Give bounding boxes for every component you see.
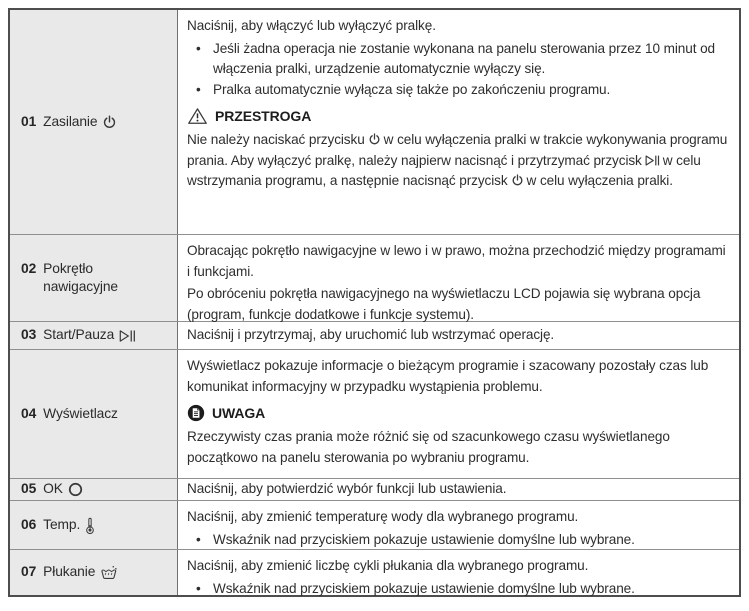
bullet-item: • Wskaźnik nad przyciskiem pokazuje ustawienie domyślne lub wybrane. xyxy=(187,579,729,600)
bullet-list xyxy=(187,39,729,101)
control-name: OK xyxy=(43,481,63,497)
control-label xyxy=(21,260,171,297)
bullet-list xyxy=(187,579,729,600)
bullet-item: • Pralka automatycznie wyłącza się także po zakończeniu programu. xyxy=(187,80,729,101)
table-row-ok xyxy=(10,478,739,500)
control-label-cell xyxy=(10,322,178,349)
rinse-icon xyxy=(100,565,118,580)
table-row-zasilanie xyxy=(10,10,739,234)
control-number: 04 xyxy=(21,405,37,421)
table-row-plukanie xyxy=(10,549,739,595)
description-text: Naciśnij, aby potwierdzić wybór funkcji lub ustawienia. xyxy=(187,481,507,497)
control-name: Zasilanie xyxy=(43,113,98,129)
caution-callout xyxy=(187,107,729,125)
table-row-temp xyxy=(10,500,739,549)
caution-text-part: Nie należy naciskać przycisku xyxy=(187,132,365,147)
thermometer-icon xyxy=(85,517,95,534)
description-text: Naciśnij, aby zmienić temperaturę wody dla wybranego programu. xyxy=(187,509,579,524)
control-label xyxy=(21,480,83,499)
control-label-cell xyxy=(10,235,178,321)
table-row-start-pauza xyxy=(10,321,739,349)
caution-text-part: w celu wyłączenia pralki w trakcie wykonywania programu prania. Aby wyłączyć pralkę, należy najpierw nacisnąć i przytrzymać przycisk xyxy=(187,132,728,168)
control-name: Start/Pauza xyxy=(43,327,115,343)
control-label xyxy=(21,113,117,132)
note-callout xyxy=(187,404,729,422)
table-row-pokretlo xyxy=(10,234,739,321)
control-number: 06 xyxy=(21,516,37,532)
power-icon xyxy=(511,174,524,187)
control-label-cell xyxy=(10,350,178,478)
caution-text-part: w celu wyłączenia pralki. xyxy=(526,173,673,188)
bullet-item: • Jeśli żadna operacja nie zostanie wykonana na panelu sterowania przez 10 minut od włączenia pralki, urządzenie automatycznie wyłączy się. xyxy=(187,39,729,80)
caution-title: PRZESTROGA xyxy=(215,108,312,124)
control-description-cell xyxy=(178,479,739,500)
control-name: Pokrętło nawigacyjne xyxy=(43,260,118,294)
control-label-cell xyxy=(10,10,178,234)
ok-circle-icon xyxy=(68,482,83,497)
play-pause-icon xyxy=(645,154,660,167)
control-description-cell xyxy=(178,322,739,349)
table-row-wyswietlacz xyxy=(10,349,739,478)
description-text: Wyświetlacz pokazuje informacje o bieżącym programie i szacowany pozostały czas lub komunikat informacyjny w przypadku wystąpienia problemu. xyxy=(187,358,709,394)
control-description-cell xyxy=(178,10,739,234)
control-description-cell xyxy=(178,235,739,321)
control-number: 01 xyxy=(21,113,37,129)
control-description-cell xyxy=(178,501,739,549)
control-label-cell xyxy=(10,479,178,500)
caution-text-part: w celu wstrzymania programu, a następnie nacisnąć przycisk xyxy=(187,152,701,188)
note-title: UWAGA xyxy=(212,405,266,421)
control-label xyxy=(21,516,95,535)
bullet-list xyxy=(187,530,729,551)
warning-triangle-icon xyxy=(187,107,208,125)
control-descriptions-table xyxy=(8,8,741,597)
caution-text xyxy=(187,130,729,192)
note-text: Rzeczywisty czas prania może różnić się od szacunkowego czasu wyświetlanego początkowo na panelu sterowania po wybraniu programu. xyxy=(187,429,670,465)
control-number: 05 xyxy=(21,481,37,497)
bullet-item: • Wskaźnik nad przyciskiem pokazuje ustawienie domyślne lub wybrane. xyxy=(187,530,729,551)
description-text: Obracając pokrętło nawigacyjne w lewo i w prawo, można przechodzić między programami i funkcjami. xyxy=(187,243,726,279)
control-description-cell xyxy=(178,550,739,595)
description-text: Po obróceniu pokrętła nawigacyjnego na wyświetlaczu LCD pojawia się wybrana opcja (program, funkcje dodatkowe i funkcje systemu). xyxy=(187,286,701,322)
control-label xyxy=(21,326,136,345)
control-label-cell xyxy=(10,550,178,595)
play-pause-icon xyxy=(119,329,136,343)
control-number: 02 xyxy=(21,260,37,276)
control-name: Wyświetlacz xyxy=(43,405,118,421)
description-text: Naciśnij, aby włączyć lub wyłączyć pralkę. xyxy=(187,18,436,33)
control-label xyxy=(21,405,118,424)
power-icon xyxy=(368,133,381,146)
power-icon xyxy=(102,115,117,130)
control-number: 03 xyxy=(21,327,37,343)
note-icon xyxy=(187,404,205,422)
control-label xyxy=(21,563,118,582)
control-name: Temp. xyxy=(43,516,81,532)
control-number: 07 xyxy=(21,564,37,580)
control-name: Płukanie xyxy=(43,564,96,580)
description-text: Naciśnij, aby zmienić liczbę cykli płukania dla wybranego programu. xyxy=(187,558,589,573)
control-description-cell xyxy=(178,350,739,478)
description-text: Naciśnij i przytrzymaj, aby uruchomić lub wstrzymać operację. xyxy=(187,327,555,343)
control-label-cell xyxy=(10,501,178,549)
